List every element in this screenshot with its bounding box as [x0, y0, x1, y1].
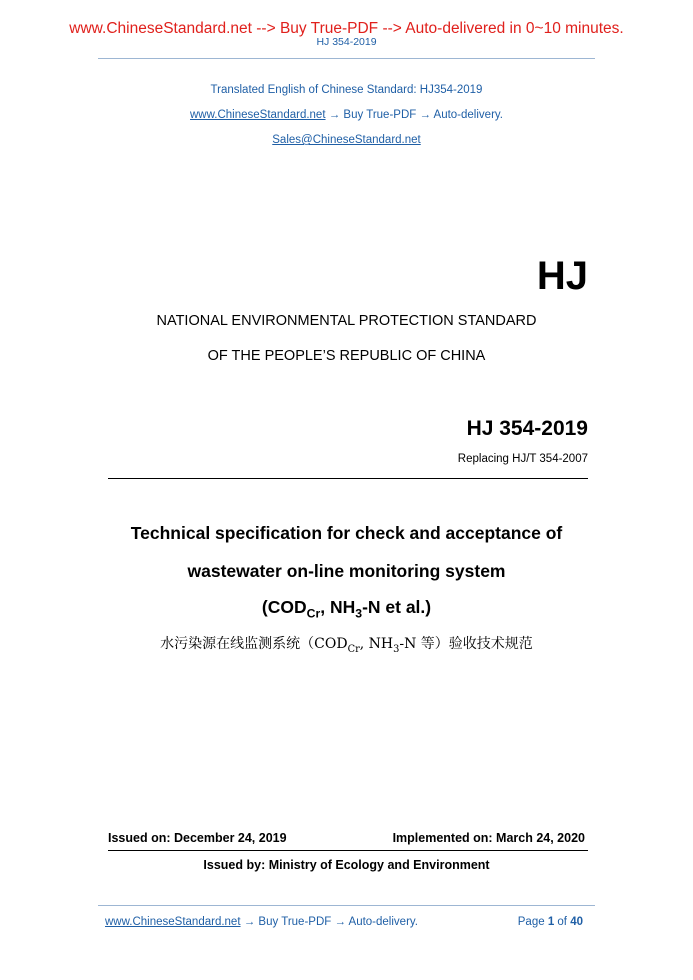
chinese-title-part-a: 水污染源在线监测系统（COD [160, 636, 348, 652]
chinese-title-part-b: , NH [359, 636, 394, 652]
replacing-note: Replacing HJ/T 354-2007 [457, 453, 588, 465]
dates-divider [108, 850, 588, 851]
site-link[interactable]: www.ChineseStandard.net [190, 109, 326, 121]
page-current: 1 [547, 916, 555, 928]
national-standard-line1: NATIONAL ENVIRONMENTAL PROTECTION STANDARD [156, 313, 537, 329]
chinese-title [0, 633, 693, 655]
translation-note: Translated English of Chinese Standard: HJ354-2019 [210, 84, 483, 96]
page-indicator [518, 916, 583, 928]
top-banner[interactable]: www.ChineseStandard.net --> Buy True-PDF --> Auto-delivered in 0~10 minutes. [69, 20, 624, 37]
implemented-date: Implemented on: March 24, 2020 [392, 831, 585, 845]
standard-mark: HJ [536, 254, 588, 298]
title-line3-part-a: (COD [261, 597, 307, 617]
footer-purchase-line [105, 916, 418, 928]
title-line3-sub1: Cr [306, 606, 321, 621]
standard-number: HJ 354-2019 [466, 417, 588, 440]
footer-purchase-rest: → Buy True-PDF → Auto-delivery. [240, 916, 418, 928]
purchase-line-rest: → Buy True-PDF → Auto-delivery. [325, 109, 503, 121]
chinese-title-sub2: 3 [393, 643, 400, 655]
title-line3-part-b: , NH [320, 597, 356, 617]
footer-site-link[interactable]: www.ChineseStandard.net [105, 916, 241, 928]
sales-email-link[interactable]: Sales@ChineseStandard.net [272, 134, 421, 146]
page-label: Page [517, 916, 548, 928]
title-line3 [0, 597, 693, 621]
header-standard-code: HJ 354-2019 [316, 36, 377, 48]
page-of: of [554, 916, 571, 928]
title-divider [108, 478, 588, 479]
issued-date: Issued on: December 24, 2019 [108, 831, 287, 845]
chinese-title-part-c: -N 等）验收技术规范 [399, 636, 533, 652]
page-total: 40 [570, 916, 583, 928]
sales-line [0, 134, 693, 146]
footer-divider [98, 905, 595, 906]
purchase-line [0, 109, 693, 121]
chinese-title-sub1: Cr [347, 643, 360, 655]
title-line3-part-c: -N et al.) [362, 597, 432, 617]
national-standard-line2: OF THE PEOPLE’S REPUBLIC OF CHINA [207, 348, 486, 364]
title-line2: wastewater on-line monitoring system [187, 561, 506, 581]
issuing-authority: Issued by: Ministry of Ecology and Environment [203, 858, 490, 872]
title-line1: Technical specification for check and acceptance of [130, 523, 563, 543]
header-divider [98, 58, 595, 59]
title-line3-sub2: 3 [355, 606, 363, 621]
